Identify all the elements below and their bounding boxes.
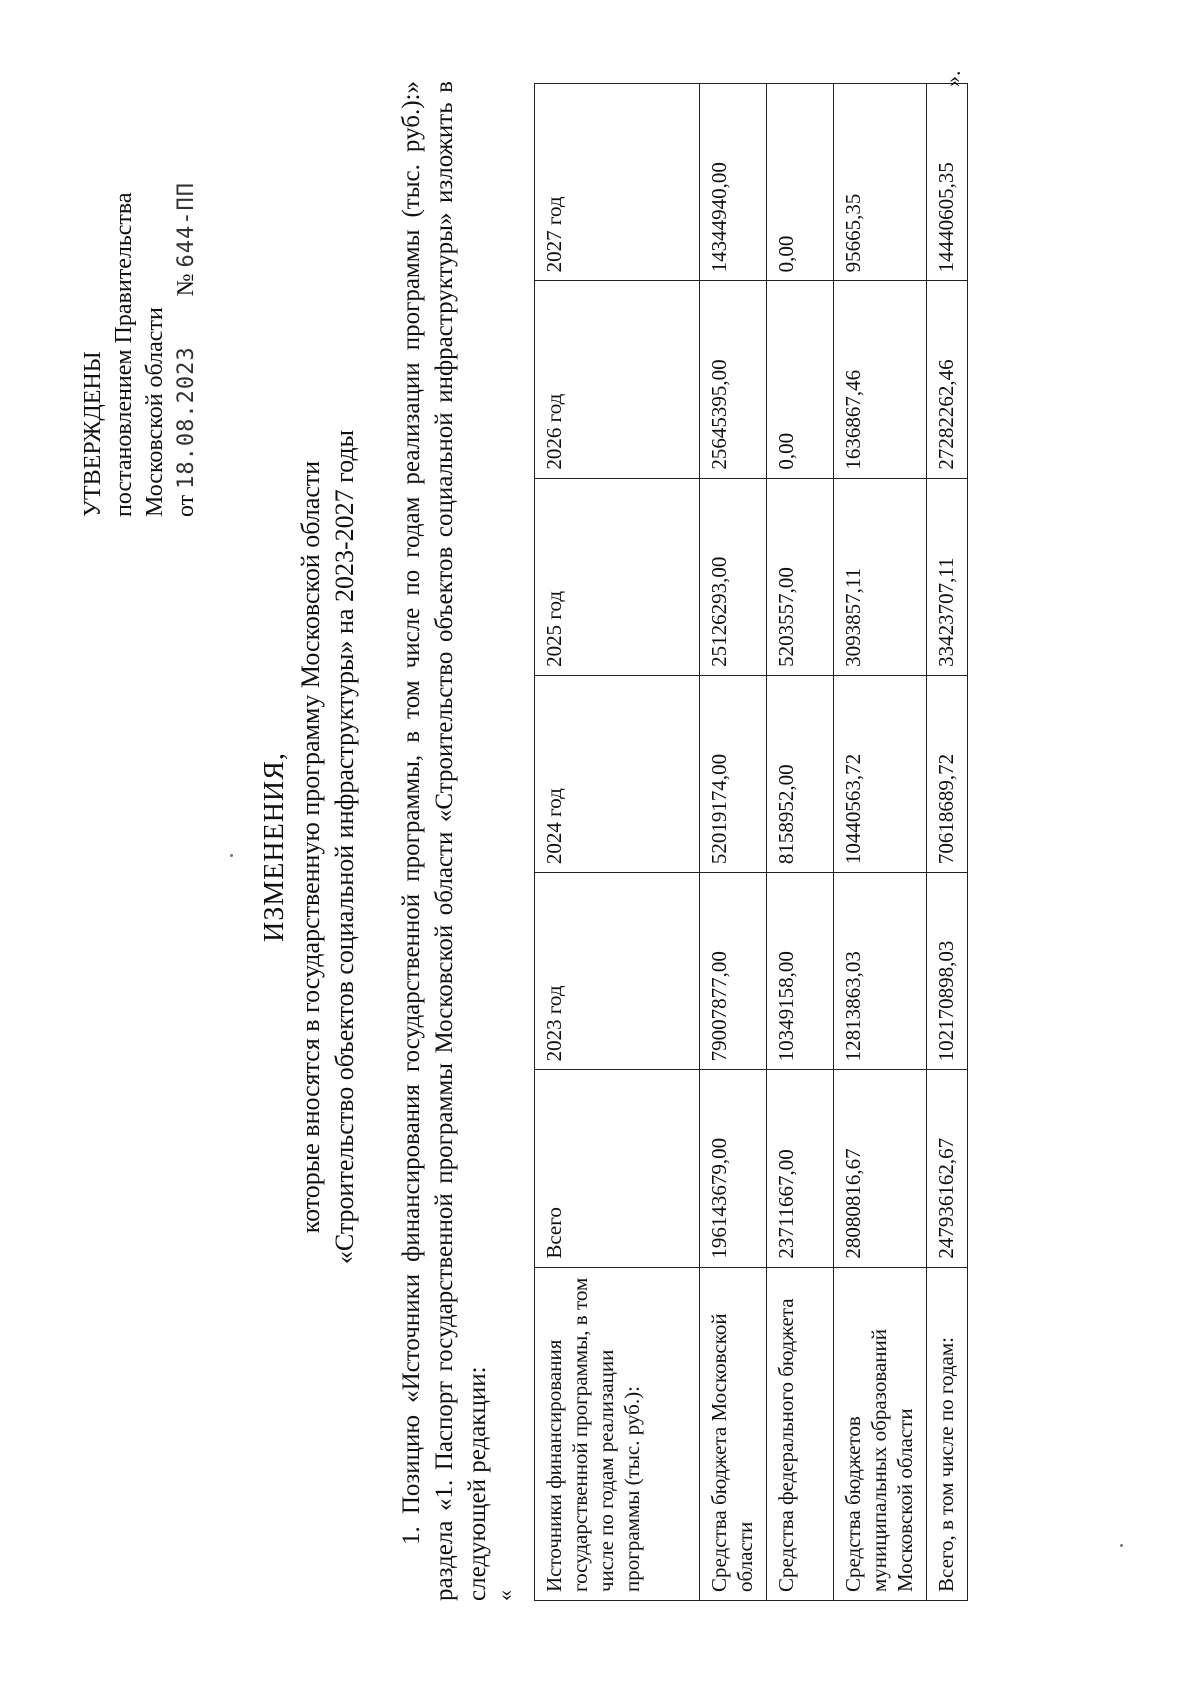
approval-date: 18.08.2023 bbox=[174, 346, 199, 489]
cell-2024: 52019174,00 bbox=[700, 675, 767, 872]
row-source: Всего, в том числе по годам: bbox=[927, 1267, 968, 1600]
cell-2023: 10349158,00 bbox=[767, 873, 834, 1070]
approval-date-line bbox=[171, 97, 202, 517]
table-row bbox=[927, 84, 968, 1601]
cell-2027: 95665,35 bbox=[834, 84, 927, 281]
cell-2027: 0,00 bbox=[767, 84, 834, 281]
open-quote: « bbox=[492, 1590, 517, 1601]
row-source: Средства бюджета Московской области bbox=[700, 1267, 767, 1600]
header-2025: 2025 год bbox=[535, 478, 700, 675]
cell-total: 196143679,00 bbox=[700, 1070, 767, 1267]
cell-2026: 25645395,00 bbox=[700, 281, 767, 478]
cell-2025: 5203557,00 bbox=[767, 478, 834, 675]
approval-issuer: постановлением Правительства bbox=[111, 192, 137, 517]
cell-2026: 27282262,46 bbox=[927, 281, 968, 478]
document-title bbox=[258, 117, 362, 1577]
amendment-paragraph bbox=[395, 81, 494, 1601]
row-source: Средства бюджетов муниципальных образований Московской области bbox=[834, 1267, 927, 1600]
header-source: Источники финансирования государственной программы, в том числе по годам реализации программы (тыс. руб.): bbox=[535, 1267, 700, 1600]
header-total: Всего bbox=[535, 1070, 700, 1267]
approval-heading: УТВЕРЖДЕНЫ bbox=[80, 351, 106, 517]
scan-speck bbox=[230, 854, 233, 857]
header-2024: 2024 год bbox=[535, 675, 700, 872]
table-row bbox=[767, 84, 834, 1601]
table-row bbox=[700, 84, 767, 1601]
cell-2023: 102170898,03 bbox=[927, 873, 968, 1070]
cell-2025: 33423707,11 bbox=[927, 478, 968, 675]
cell-2026: 0,00 bbox=[767, 281, 834, 478]
approval-region: Московской области bbox=[142, 307, 168, 517]
cell-2024: 10440563,72 bbox=[834, 675, 927, 872]
cell-2023: 79007877,00 bbox=[700, 873, 767, 1070]
cell-total: 23711667,00 bbox=[767, 1070, 834, 1267]
header-2023: 2023 год bbox=[535, 873, 700, 1070]
close-quote: ». bbox=[940, 70, 965, 87]
row-source: Средства федерального бюджета bbox=[767, 1267, 834, 1600]
title-line-2: «Строительство объектов социальной инфраструктуры» на 2023-2027 годы bbox=[330, 429, 359, 1265]
approval-number: 644-ПП bbox=[174, 181, 199, 268]
title-line-1: которые вносятся в государственную программу Московской области bbox=[296, 460, 325, 1234]
cell-2024: 70618689,72 bbox=[927, 675, 968, 872]
cell-2027: 14440605,35 bbox=[927, 84, 968, 281]
header-2027: 2027 год bbox=[535, 84, 700, 281]
amendment-paragraph-text: 1. Позицию «Источники финансирования государственной программы, в том числе по годам реализации программы (тыс. руб.):» раздела «1. Паспорт государственной программы Московской области «Строительство объектов социальной инфраструктуры» изложить в следующей редакции: bbox=[398, 81, 491, 1601]
approval-number-label: № bbox=[173, 273, 199, 297]
cell-2025: 25126293,00 bbox=[700, 478, 767, 675]
header-2026: 2026 год bbox=[535, 281, 700, 478]
scan-speck bbox=[1120, 1544, 1123, 1547]
cell-2025: 3093857,11 bbox=[834, 478, 927, 675]
cell-2024: 8158952,00 bbox=[767, 675, 834, 872]
title-heading: ИЗМЕНЕНИЯ, bbox=[259, 752, 290, 942]
cell-2023: 12813863,03 bbox=[834, 873, 927, 1070]
financing-table bbox=[534, 83, 968, 1601]
table-row bbox=[834, 84, 927, 1601]
approval-stamp bbox=[78, 97, 202, 517]
cell-total: 247936162,67 bbox=[927, 1070, 968, 1267]
approval-date-prefix: от bbox=[173, 494, 199, 517]
cell-total: 28080816,67 bbox=[834, 1070, 927, 1267]
cell-2027: 14344940,00 bbox=[700, 84, 767, 281]
cell-2026: 1636867,46 bbox=[834, 281, 927, 478]
table-header-row bbox=[535, 84, 700, 1601]
